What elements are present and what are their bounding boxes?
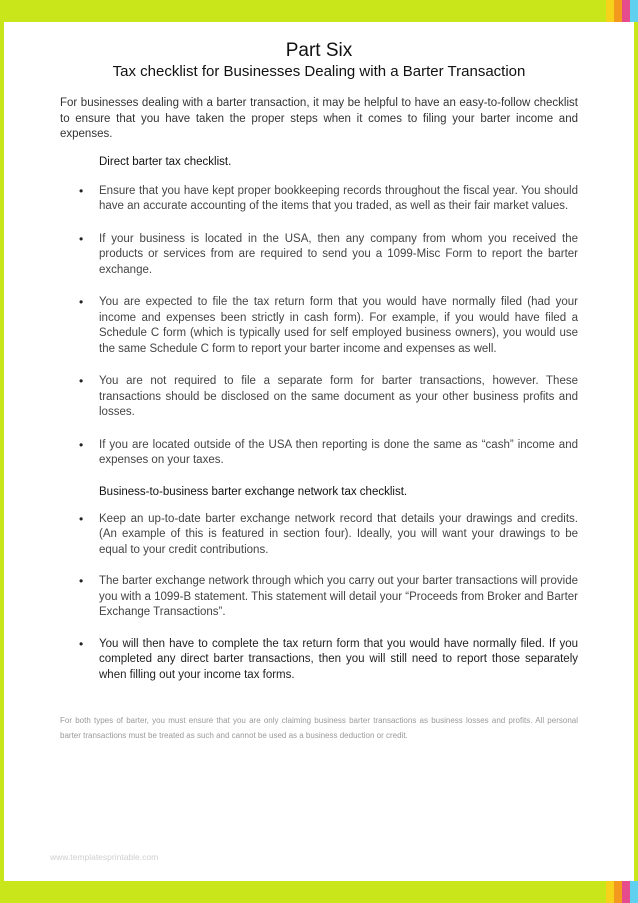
list-item bbox=[79, 574, 578, 621]
stripe-orange bbox=[614, 881, 622, 903]
page-title: Part Six bbox=[285, 40, 353, 61]
list-item-text: Ensure that you have kept proper bookkeeping records throughout the fiscal year. You should have an accurate accounting of the items that you traded, as well as their fair market values. bbox=[99, 184, 578, 212]
list-item bbox=[79, 374, 578, 421]
section-heading-direct-barter: Direct barter tax checklist. bbox=[99, 155, 232, 168]
top-color-stripes bbox=[606, 0, 638, 22]
list-item-text: If your business is located in the USA, then any company from whom you received the products or services from are required to send you a 1099-Misc Form to report the barter exchange. bbox=[99, 232, 578, 276]
section-heading-b2b-network: Business-to-business barter exchange network tax checklist. bbox=[99, 485, 408, 498]
stripe-pink bbox=[622, 881, 630, 903]
list-item bbox=[79, 183, 578, 215]
intro-paragraph: For businesses dealing with a barter transaction, it may be helpful to have an easy-to-follow checklist to ensure that you have taken the proper steps when it comes to filing your barter income and expenses. bbox=[60, 97, 578, 140]
list-item bbox=[79, 636, 578, 684]
bullet-icon: • bbox=[79, 636, 84, 651]
bullet-icon: • bbox=[79, 574, 84, 588]
bullet-icon: • bbox=[79, 295, 84, 309]
right-frame-edge bbox=[634, 0, 638, 903]
bullet-icon: • bbox=[79, 437, 84, 452]
page-subtitle: Tax checklist for Businesses Dealing with a Barter Transaction bbox=[112, 63, 526, 80]
list-item bbox=[79, 295, 578, 357]
list-item bbox=[79, 437, 578, 469]
stripe-pink bbox=[622, 0, 630, 22]
footnote: For both types of barter, you must ensure that you are only claiming business barter transactions as business losses and profits. All personal barter transactions must be treated as such and cannot be used as a business deduction or credit. bbox=[60, 716, 578, 740]
bullet-icon: • bbox=[79, 231, 84, 246]
bottom-color-stripes bbox=[606, 881, 638, 903]
list-item-text: If you are located outside of the USA then reporting is done the same as “cash” income and expenses on your taxes. bbox=[99, 438, 578, 466]
list-item-text: You are expected to file the tax return form that you would have normally filed (had your income and expenses been strictly in cash form). For example, if you would have filed a Schedule C form (which is typically used for self employed business owners), you would use the same Schedule C form to report your barter income and expenses as well. bbox=[99, 296, 578, 355]
bullet-icon: • bbox=[79, 374, 84, 388]
document-content bbox=[60, 40, 578, 743]
bottom-frame-bar bbox=[0, 881, 638, 903]
list-item bbox=[79, 231, 578, 279]
bullet-icon: • bbox=[79, 183, 84, 198]
stripe-cyan bbox=[630, 0, 638, 22]
stripe-yellow bbox=[606, 0, 614, 22]
watermark-text: www.templatesprintable.com bbox=[50, 852, 159, 862]
list-item bbox=[79, 511, 578, 559]
bullet-icon: • bbox=[79, 511, 84, 526]
stripe-orange bbox=[614, 0, 622, 22]
list-item-text: Keep an up-to-date barter exchange network record that details your drawings and credits. (An example of this is featured in section four). Ideally, you will want your drawings to be equal to your credit contributions. bbox=[99, 512, 578, 556]
direct-barter-checklist bbox=[60, 184, 578, 469]
stripe-yellow bbox=[606, 881, 614, 903]
list-item-text: The barter exchange network through which you carry out your barter transactions will provide you with a 1099-B statement. This statement will detail your “Proceeds from Broker and Barter Exchange Transactions”. bbox=[99, 575, 578, 618]
top-frame-bar bbox=[0, 0, 638, 22]
list-item-text: You will then have to complete the tax return form that you would have normally filed. If you completed any direct barter transactions, then you will still need to report those separately when filling out your income tax forms. bbox=[99, 637, 578, 681]
stripe-cyan bbox=[630, 881, 638, 903]
list-item-text: You are not required to file a separate form for barter transactions, however. These transactions should be disclosed on the same document as your other business profits and losses. bbox=[99, 375, 578, 418]
b2b-network-checklist bbox=[60, 512, 578, 684]
